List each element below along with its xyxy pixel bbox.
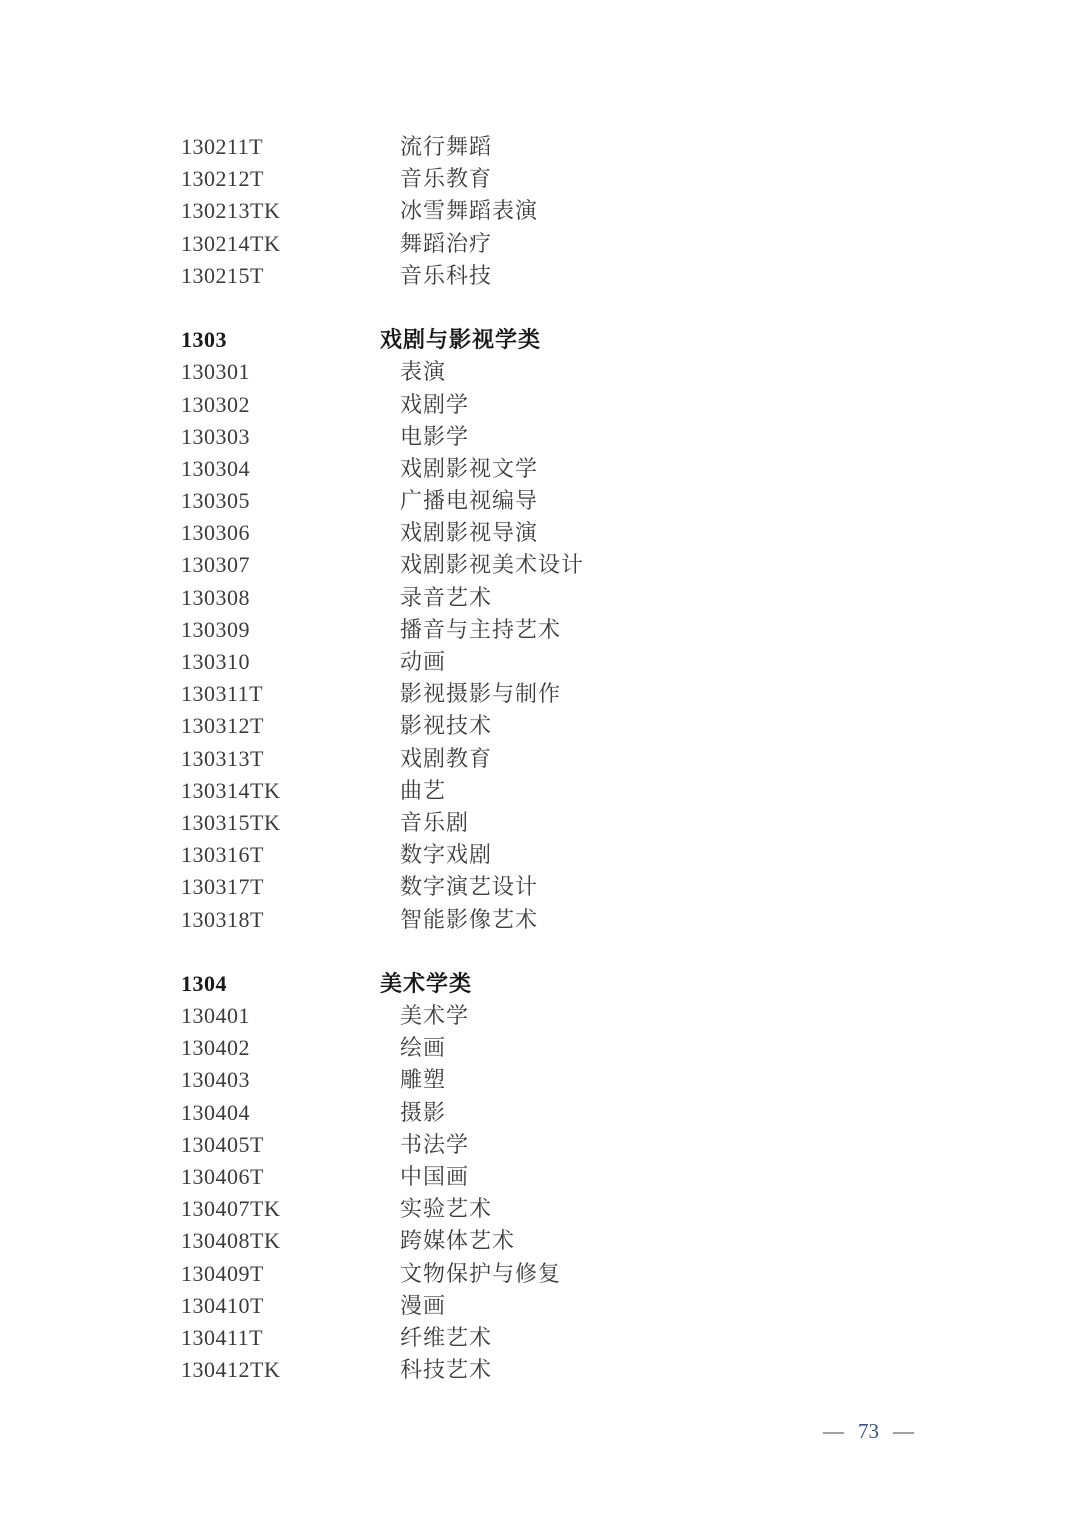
major-name: 冰雪舞蹈表演 (400, 198, 539, 224)
major-name: 漫画 (400, 1292, 447, 1318)
table-row (0, 614, 1080, 646)
table-row (0, 1258, 1080, 1290)
major-name: 数字演艺设计 (400, 874, 539, 900)
table-row (0, 1129, 1080, 1161)
page-number-dash-right: — (893, 1419, 914, 1443)
major-code: 130412TK (181, 1357, 281, 1383)
major-code: 130314TK (181, 777, 281, 803)
major-name: 绘画 (400, 1035, 447, 1061)
category-code: 1303 (181, 327, 227, 353)
major-code: 130406T (181, 1164, 264, 1189)
major-code-list (0, 131, 1080, 1386)
major-code: 130315TK (181, 809, 281, 835)
major-name: 表演 (400, 359, 447, 385)
major-name: 戏剧学 (400, 391, 470, 417)
major-code: 130307 (181, 552, 250, 578)
table-row (0, 775, 1080, 807)
major-code: 130306 (181, 520, 250, 546)
table-row (0, 1225, 1080, 1257)
major-code: 130309 (181, 616, 250, 642)
major-name: 实验艺术 (400, 1196, 493, 1222)
major-name: 科技艺术 (400, 1357, 493, 1383)
table-row (0, 871, 1080, 903)
table-row (0, 904, 1080, 936)
section-gap (0, 292, 1080, 324)
table-row (0, 485, 1080, 517)
major-code: 130215T (181, 262, 264, 288)
table-row (0, 389, 1080, 421)
major-name: 美术学 (400, 1003, 470, 1029)
major-code: 130305 (181, 488, 250, 514)
category-title: 戏剧与影视学类 (380, 327, 542, 353)
major-code: 130301 (181, 359, 250, 385)
major-code: 130403 (181, 1067, 250, 1093)
major-code: 130408TK (181, 1228, 281, 1254)
major-code: 130407TK (181, 1196, 281, 1222)
table-row (0, 421, 1080, 453)
major-code: 130313T (181, 745, 264, 771)
table-row (0, 1064, 1080, 1096)
major-code: 130212T (181, 166, 264, 192)
major-name: 跨媒体艺术 (400, 1228, 516, 1254)
major-name: 音乐科技 (400, 262, 493, 288)
table-row (0, 549, 1080, 581)
major-name: 广播电视编导 (400, 488, 539, 514)
table-row (0, 453, 1080, 485)
table-row (0, 195, 1080, 227)
major-code: 130410T (181, 1292, 264, 1318)
table-row (0, 131, 1080, 163)
major-name: 戏剧影视导演 (400, 520, 539, 546)
table-row (0, 678, 1080, 710)
major-name: 摄影 (400, 1099, 447, 1125)
table-row (0, 356, 1080, 388)
table-row (0, 1354, 1080, 1386)
major-name: 流行舞蹈 (400, 134, 493, 159)
table-row (0, 743, 1080, 775)
category-title: 美术学类 (380, 970, 473, 996)
table-row (0, 1322, 1080, 1354)
major-name: 曲艺 (400, 777, 447, 803)
major-code: 130318T (181, 906, 264, 932)
major-code: 130303 (181, 423, 250, 449)
major-name: 戏剧影视美术设计 (400, 552, 585, 578)
major-code: 130211T (181, 134, 264, 159)
table-row (0, 163, 1080, 195)
major-name: 舞蹈治疗 (400, 230, 493, 256)
table-row (0, 839, 1080, 871)
table-row (0, 582, 1080, 614)
major-code: 130312T (181, 713, 264, 739)
table-row (0, 1161, 1080, 1193)
category-header-row (0, 324, 1080, 356)
table-row (0, 260, 1080, 292)
major-code: 130214TK (181, 230, 281, 256)
table-row (0, 646, 1080, 678)
major-name: 播音与主持艺术 (400, 616, 562, 642)
major-name: 音乐教育 (400, 166, 493, 192)
major-name: 纤维艺术 (400, 1324, 493, 1350)
section-gap (0, 936, 1080, 968)
major-code: 130311T (181, 681, 264, 707)
table-row (0, 228, 1080, 260)
major-code: 130409T (181, 1260, 264, 1286)
major-name: 雕塑 (400, 1067, 447, 1093)
table-row (0, 1000, 1080, 1032)
major-code: 130411T (181, 1324, 264, 1350)
page-number-dash-left: — (823, 1419, 844, 1443)
major-name: 书法学 (400, 1131, 470, 1157)
major-name: 录音艺术 (400, 584, 493, 610)
page-number (823, 1420, 914, 1442)
major-code: 130317T (181, 874, 264, 900)
major-code: 130401 (181, 1003, 250, 1029)
table-row (0, 807, 1080, 839)
major-code: 130302 (181, 391, 250, 417)
major-name: 戏剧教育 (400, 745, 493, 771)
major-code: 130213TK (181, 198, 281, 224)
major-code: 130304 (181, 455, 250, 481)
major-code: 130308 (181, 584, 250, 610)
major-name: 影视技术 (400, 713, 493, 739)
major-code: 130405T (181, 1131, 264, 1157)
major-name: 动画 (400, 649, 447, 674)
page-number-value: 73 (858, 1419, 879, 1443)
table-row (0, 710, 1080, 742)
table-row (0, 1290, 1080, 1322)
category-header-row (0, 968, 1080, 1000)
major-code: 130316T (181, 842, 264, 868)
major-name: 戏剧影视文学 (400, 455, 539, 481)
major-name: 音乐剧 (400, 809, 470, 835)
major-name: 影视摄影与制作 (400, 681, 562, 707)
category-code: 1304 (181, 970, 227, 996)
major-name: 中国画 (400, 1164, 470, 1189)
major-name: 数字戏剧 (400, 842, 493, 868)
major-name: 电影学 (400, 423, 470, 449)
table-row (0, 517, 1080, 549)
table-row (0, 1032, 1080, 1064)
major-code: 130404 (181, 1099, 250, 1125)
major-code: 130402 (181, 1035, 250, 1061)
major-name: 智能影像艺术 (400, 906, 539, 932)
table-row (0, 1193, 1080, 1225)
major-name: 文物保护与修复 (400, 1260, 562, 1286)
table-row (0, 1097, 1080, 1129)
major-code: 130310 (181, 649, 250, 674)
